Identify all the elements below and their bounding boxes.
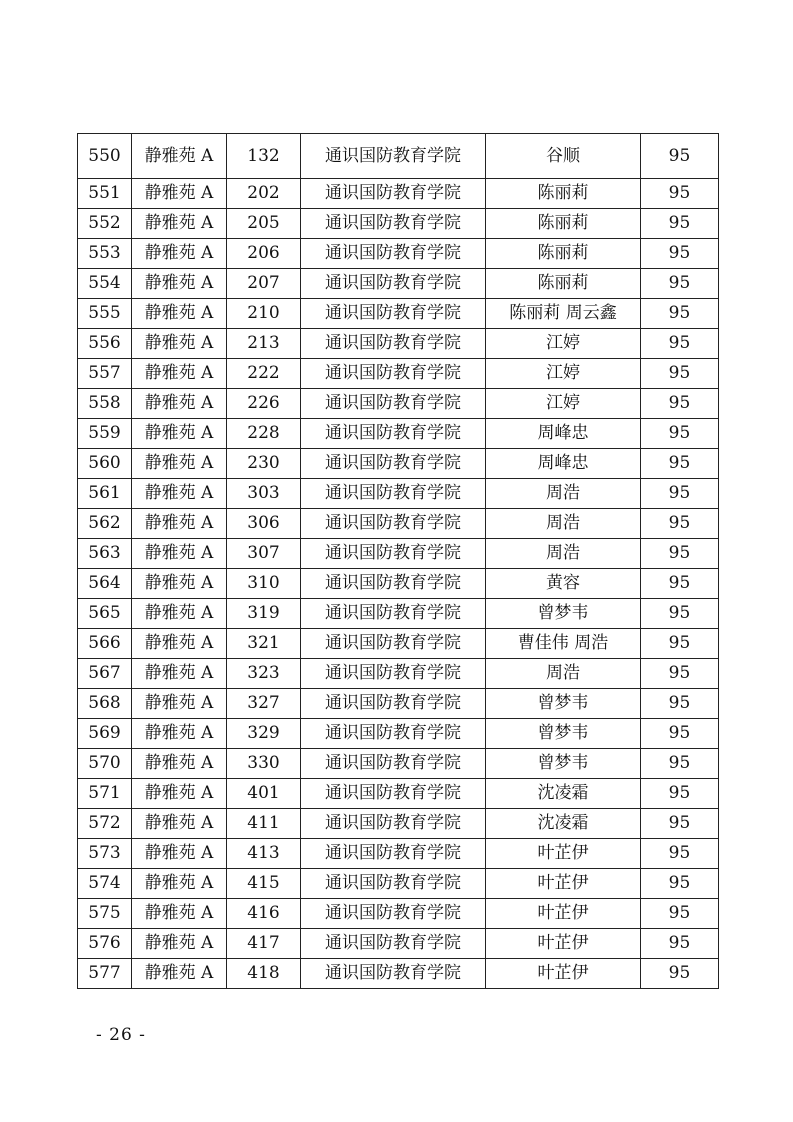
table-row <box>78 299 719 329</box>
room-number-cell: 401 <box>227 779 301 809</box>
building-cell: 静雅苑 A <box>132 929 227 959</box>
row-number-cell: 571 <box>78 779 132 809</box>
name-cell: 曾梦韦 <box>486 749 641 779</box>
room-number-cell: 416 <box>227 899 301 929</box>
table-row <box>78 719 719 749</box>
room-number-cell: 202 <box>227 179 301 209</box>
building-cell: 静雅苑 A <box>132 209 227 239</box>
table-row <box>78 209 719 239</box>
college-cell: 通识国防教育学院 <box>301 689 486 719</box>
building-cell: 静雅苑 A <box>132 899 227 929</box>
score-cell: 95 <box>641 929 719 959</box>
building-cell: 静雅苑 A <box>132 749 227 779</box>
college-cell: 通识国防教育学院 <box>301 479 486 509</box>
table-row <box>78 899 719 929</box>
row-number-cell: 568 <box>78 689 132 719</box>
score-cell: 95 <box>641 509 719 539</box>
college-cell: 通识国防教育学院 <box>301 509 486 539</box>
room-number-cell: 411 <box>227 809 301 839</box>
room-number-cell: 226 <box>227 389 301 419</box>
building-cell: 静雅苑 A <box>132 449 227 479</box>
score-cell: 95 <box>641 209 719 239</box>
room-number-cell: 210 <box>227 299 301 329</box>
name-cell: 江婷 <box>486 389 641 419</box>
score-cell: 95 <box>641 719 719 749</box>
table-row <box>78 389 719 419</box>
row-number-cell: 567 <box>78 659 132 689</box>
row-number-cell: 570 <box>78 749 132 779</box>
name-cell: 陈丽莉 周云鑫 <box>486 299 641 329</box>
row-number-cell: 556 <box>78 329 132 359</box>
college-cell: 通识国防教育学院 <box>301 419 486 449</box>
row-number-cell: 577 <box>78 959 132 989</box>
college-cell: 通识国防教育学院 <box>301 359 486 389</box>
name-cell: 周浩 <box>486 539 641 569</box>
score-cell: 95 <box>641 134 719 179</box>
college-cell: 通识国防教育学院 <box>301 629 486 659</box>
table-row <box>78 689 719 719</box>
score-cell: 95 <box>641 539 719 569</box>
room-number-cell: 207 <box>227 269 301 299</box>
name-cell: 陈丽莉 <box>486 179 641 209</box>
college-cell: 通识国防教育学院 <box>301 869 486 899</box>
college-cell: 通识国防教育学院 <box>301 329 486 359</box>
table-row <box>78 479 719 509</box>
room-number-cell: 306 <box>227 509 301 539</box>
row-number-cell: 569 <box>78 719 132 749</box>
college-cell: 通识国防教育学院 <box>301 659 486 689</box>
building-cell: 静雅苑 A <box>132 329 227 359</box>
name-cell: 江婷 <box>486 329 641 359</box>
table-row <box>78 629 719 659</box>
college-cell: 通识国防教育学院 <box>301 839 486 869</box>
room-number-cell: 329 <box>227 719 301 749</box>
room-number-cell: 213 <box>227 329 301 359</box>
score-cell: 95 <box>641 359 719 389</box>
room-number-cell: 205 <box>227 209 301 239</box>
room-number-cell: 228 <box>227 419 301 449</box>
college-cell: 通识国防教育学院 <box>301 929 486 959</box>
name-cell: 周浩 <box>486 479 641 509</box>
table-row <box>78 509 719 539</box>
table-row <box>78 869 719 899</box>
table-row <box>78 599 719 629</box>
table-row <box>78 239 719 269</box>
table-row <box>78 749 719 779</box>
page-number: - 26 - <box>96 1025 146 1045</box>
score-cell: 95 <box>641 299 719 329</box>
score-cell: 95 <box>641 449 719 479</box>
college-cell: 通识国防教育学院 <box>301 959 486 989</box>
building-cell: 静雅苑 A <box>132 509 227 539</box>
score-cell: 95 <box>641 899 719 929</box>
row-number-cell: 559 <box>78 419 132 449</box>
score-cell: 95 <box>641 629 719 659</box>
row-number-cell: 557 <box>78 359 132 389</box>
score-cell: 95 <box>641 749 719 779</box>
row-number-cell: 564 <box>78 569 132 599</box>
name-cell: 叶芷伊 <box>486 869 641 899</box>
college-cell: 通识国防教育学院 <box>301 569 486 599</box>
building-cell: 静雅苑 A <box>132 179 227 209</box>
score-cell: 95 <box>641 779 719 809</box>
college-cell: 通识国防教育学院 <box>301 719 486 749</box>
table-row <box>78 269 719 299</box>
college-cell: 通识国防教育学院 <box>301 599 486 629</box>
score-cell: 95 <box>641 419 719 449</box>
college-cell: 通识国防教育学院 <box>301 134 486 179</box>
building-cell: 静雅苑 A <box>132 269 227 299</box>
score-cell: 95 <box>641 599 719 629</box>
room-number-cell: 321 <box>227 629 301 659</box>
college-cell: 通识国防教育学院 <box>301 779 486 809</box>
college-cell: 通识国防教育学院 <box>301 179 486 209</box>
room-number-cell: 330 <box>227 749 301 779</box>
row-number-cell: 576 <box>78 929 132 959</box>
name-cell: 江婷 <box>486 359 641 389</box>
room-number-cell: 327 <box>227 689 301 719</box>
building-cell: 静雅苑 A <box>132 299 227 329</box>
row-number-cell: 551 <box>78 179 132 209</box>
room-number-cell: 307 <box>227 539 301 569</box>
table-row <box>78 134 719 179</box>
name-cell: 黄容 <box>486 569 641 599</box>
table-row <box>78 809 719 839</box>
room-number-cell: 417 <box>227 929 301 959</box>
college-cell: 通识国防教育学院 <box>301 539 486 569</box>
name-cell: 谷顺 <box>486 134 641 179</box>
score-cell: 95 <box>641 269 719 299</box>
table-row <box>78 329 719 359</box>
score-cell: 95 <box>641 569 719 599</box>
building-cell: 静雅苑 A <box>132 569 227 599</box>
college-cell: 通识国防教育学院 <box>301 389 486 419</box>
row-number-cell: 553 <box>78 239 132 269</box>
building-cell: 静雅苑 A <box>132 779 227 809</box>
college-cell: 通识国防教育学院 <box>301 209 486 239</box>
name-cell: 曾梦韦 <box>486 689 641 719</box>
building-cell: 静雅苑 A <box>132 239 227 269</box>
room-number-cell: 415 <box>227 869 301 899</box>
room-number-cell: 418 <box>227 959 301 989</box>
table-row <box>78 569 719 599</box>
name-cell: 沈凌霜 <box>486 779 641 809</box>
name-cell: 周浩 <box>486 659 641 689</box>
building-cell: 静雅苑 A <box>132 599 227 629</box>
row-number-cell: 554 <box>78 269 132 299</box>
table-row <box>78 839 719 869</box>
building-cell: 静雅苑 A <box>132 359 227 389</box>
row-number-cell: 555 <box>78 299 132 329</box>
name-cell: 周峰忠 <box>486 419 641 449</box>
table-row <box>78 929 719 959</box>
row-number-cell: 550 <box>78 134 132 179</box>
score-cell: 95 <box>641 329 719 359</box>
row-number-cell: 561 <box>78 479 132 509</box>
building-cell: 静雅苑 A <box>132 539 227 569</box>
table-row <box>78 779 719 809</box>
name-cell: 周浩 <box>486 509 641 539</box>
score-cell: 95 <box>641 689 719 719</box>
row-number-cell: 575 <box>78 899 132 929</box>
building-cell: 静雅苑 A <box>132 689 227 719</box>
row-number-cell: 573 <box>78 839 132 869</box>
name-cell: 叶芷伊 <box>486 839 641 869</box>
name-cell: 叶芷伊 <box>486 929 641 959</box>
row-number-cell: 572 <box>78 809 132 839</box>
score-cell: 95 <box>641 869 719 899</box>
room-number-cell: 303 <box>227 479 301 509</box>
room-number-cell: 230 <box>227 449 301 479</box>
room-number-cell: 206 <box>227 239 301 269</box>
name-cell: 曹佳伟 周浩 <box>486 629 641 659</box>
score-cell: 95 <box>641 239 719 269</box>
room-number-cell: 222 <box>227 359 301 389</box>
table-row <box>78 959 719 989</box>
name-cell: 叶芷伊 <box>486 959 641 989</box>
room-number-cell: 323 <box>227 659 301 689</box>
building-cell: 静雅苑 A <box>132 839 227 869</box>
dormitory-table <box>77 133 719 989</box>
college-cell: 通识国防教育学院 <box>301 899 486 929</box>
score-cell: 95 <box>641 389 719 419</box>
room-number-cell: 413 <box>227 839 301 869</box>
row-number-cell: 563 <box>78 539 132 569</box>
college-cell: 通识国防教育学院 <box>301 239 486 269</box>
building-cell: 静雅苑 A <box>132 389 227 419</box>
score-cell: 95 <box>641 659 719 689</box>
building-cell: 静雅苑 A <box>132 959 227 989</box>
building-cell: 静雅苑 A <box>132 479 227 509</box>
row-number-cell: 558 <box>78 389 132 419</box>
row-number-cell: 562 <box>78 509 132 539</box>
college-cell: 通识国防教育学院 <box>301 809 486 839</box>
building-cell: 静雅苑 A <box>132 809 227 839</box>
row-number-cell: 574 <box>78 869 132 899</box>
name-cell: 陈丽莉 <box>486 239 641 269</box>
name-cell: 沈凌霜 <box>486 809 641 839</box>
building-cell: 静雅苑 A <box>132 659 227 689</box>
table-row <box>78 179 719 209</box>
table-row <box>78 449 719 479</box>
name-cell: 周峰忠 <box>486 449 641 479</box>
building-cell: 静雅苑 A <box>132 719 227 749</box>
building-cell: 静雅苑 A <box>132 869 227 899</box>
table-row <box>78 419 719 449</box>
college-cell: 通识国防教育学院 <box>301 449 486 479</box>
score-cell: 95 <box>641 959 719 989</box>
score-cell: 95 <box>641 839 719 869</box>
table-body <box>78 134 719 989</box>
row-number-cell: 552 <box>78 209 132 239</box>
college-cell: 通识国防教育学院 <box>301 299 486 329</box>
row-number-cell: 560 <box>78 449 132 479</box>
name-cell: 曾梦韦 <box>486 599 641 629</box>
row-number-cell: 565 <box>78 599 132 629</box>
name-cell: 陈丽莉 <box>486 209 641 239</box>
college-cell: 通识国防教育学院 <box>301 749 486 779</box>
building-cell: 静雅苑 A <box>132 419 227 449</box>
table-row <box>78 659 719 689</box>
table-row <box>78 539 719 569</box>
score-cell: 95 <box>641 179 719 209</box>
name-cell: 陈丽莉 <box>486 269 641 299</box>
room-number-cell: 310 <box>227 569 301 599</box>
room-number-cell: 319 <box>227 599 301 629</box>
college-cell: 通识国防教育学院 <box>301 269 486 299</box>
score-cell: 95 <box>641 809 719 839</box>
name-cell: 曾梦韦 <box>486 719 641 749</box>
name-cell: 叶芷伊 <box>486 899 641 929</box>
table-row <box>78 359 719 389</box>
score-cell: 95 <box>641 479 719 509</box>
building-cell: 静雅苑 A <box>132 629 227 659</box>
building-cell: 静雅苑 A <box>132 134 227 179</box>
row-number-cell: 566 <box>78 629 132 659</box>
room-number-cell: 132 <box>227 134 301 179</box>
